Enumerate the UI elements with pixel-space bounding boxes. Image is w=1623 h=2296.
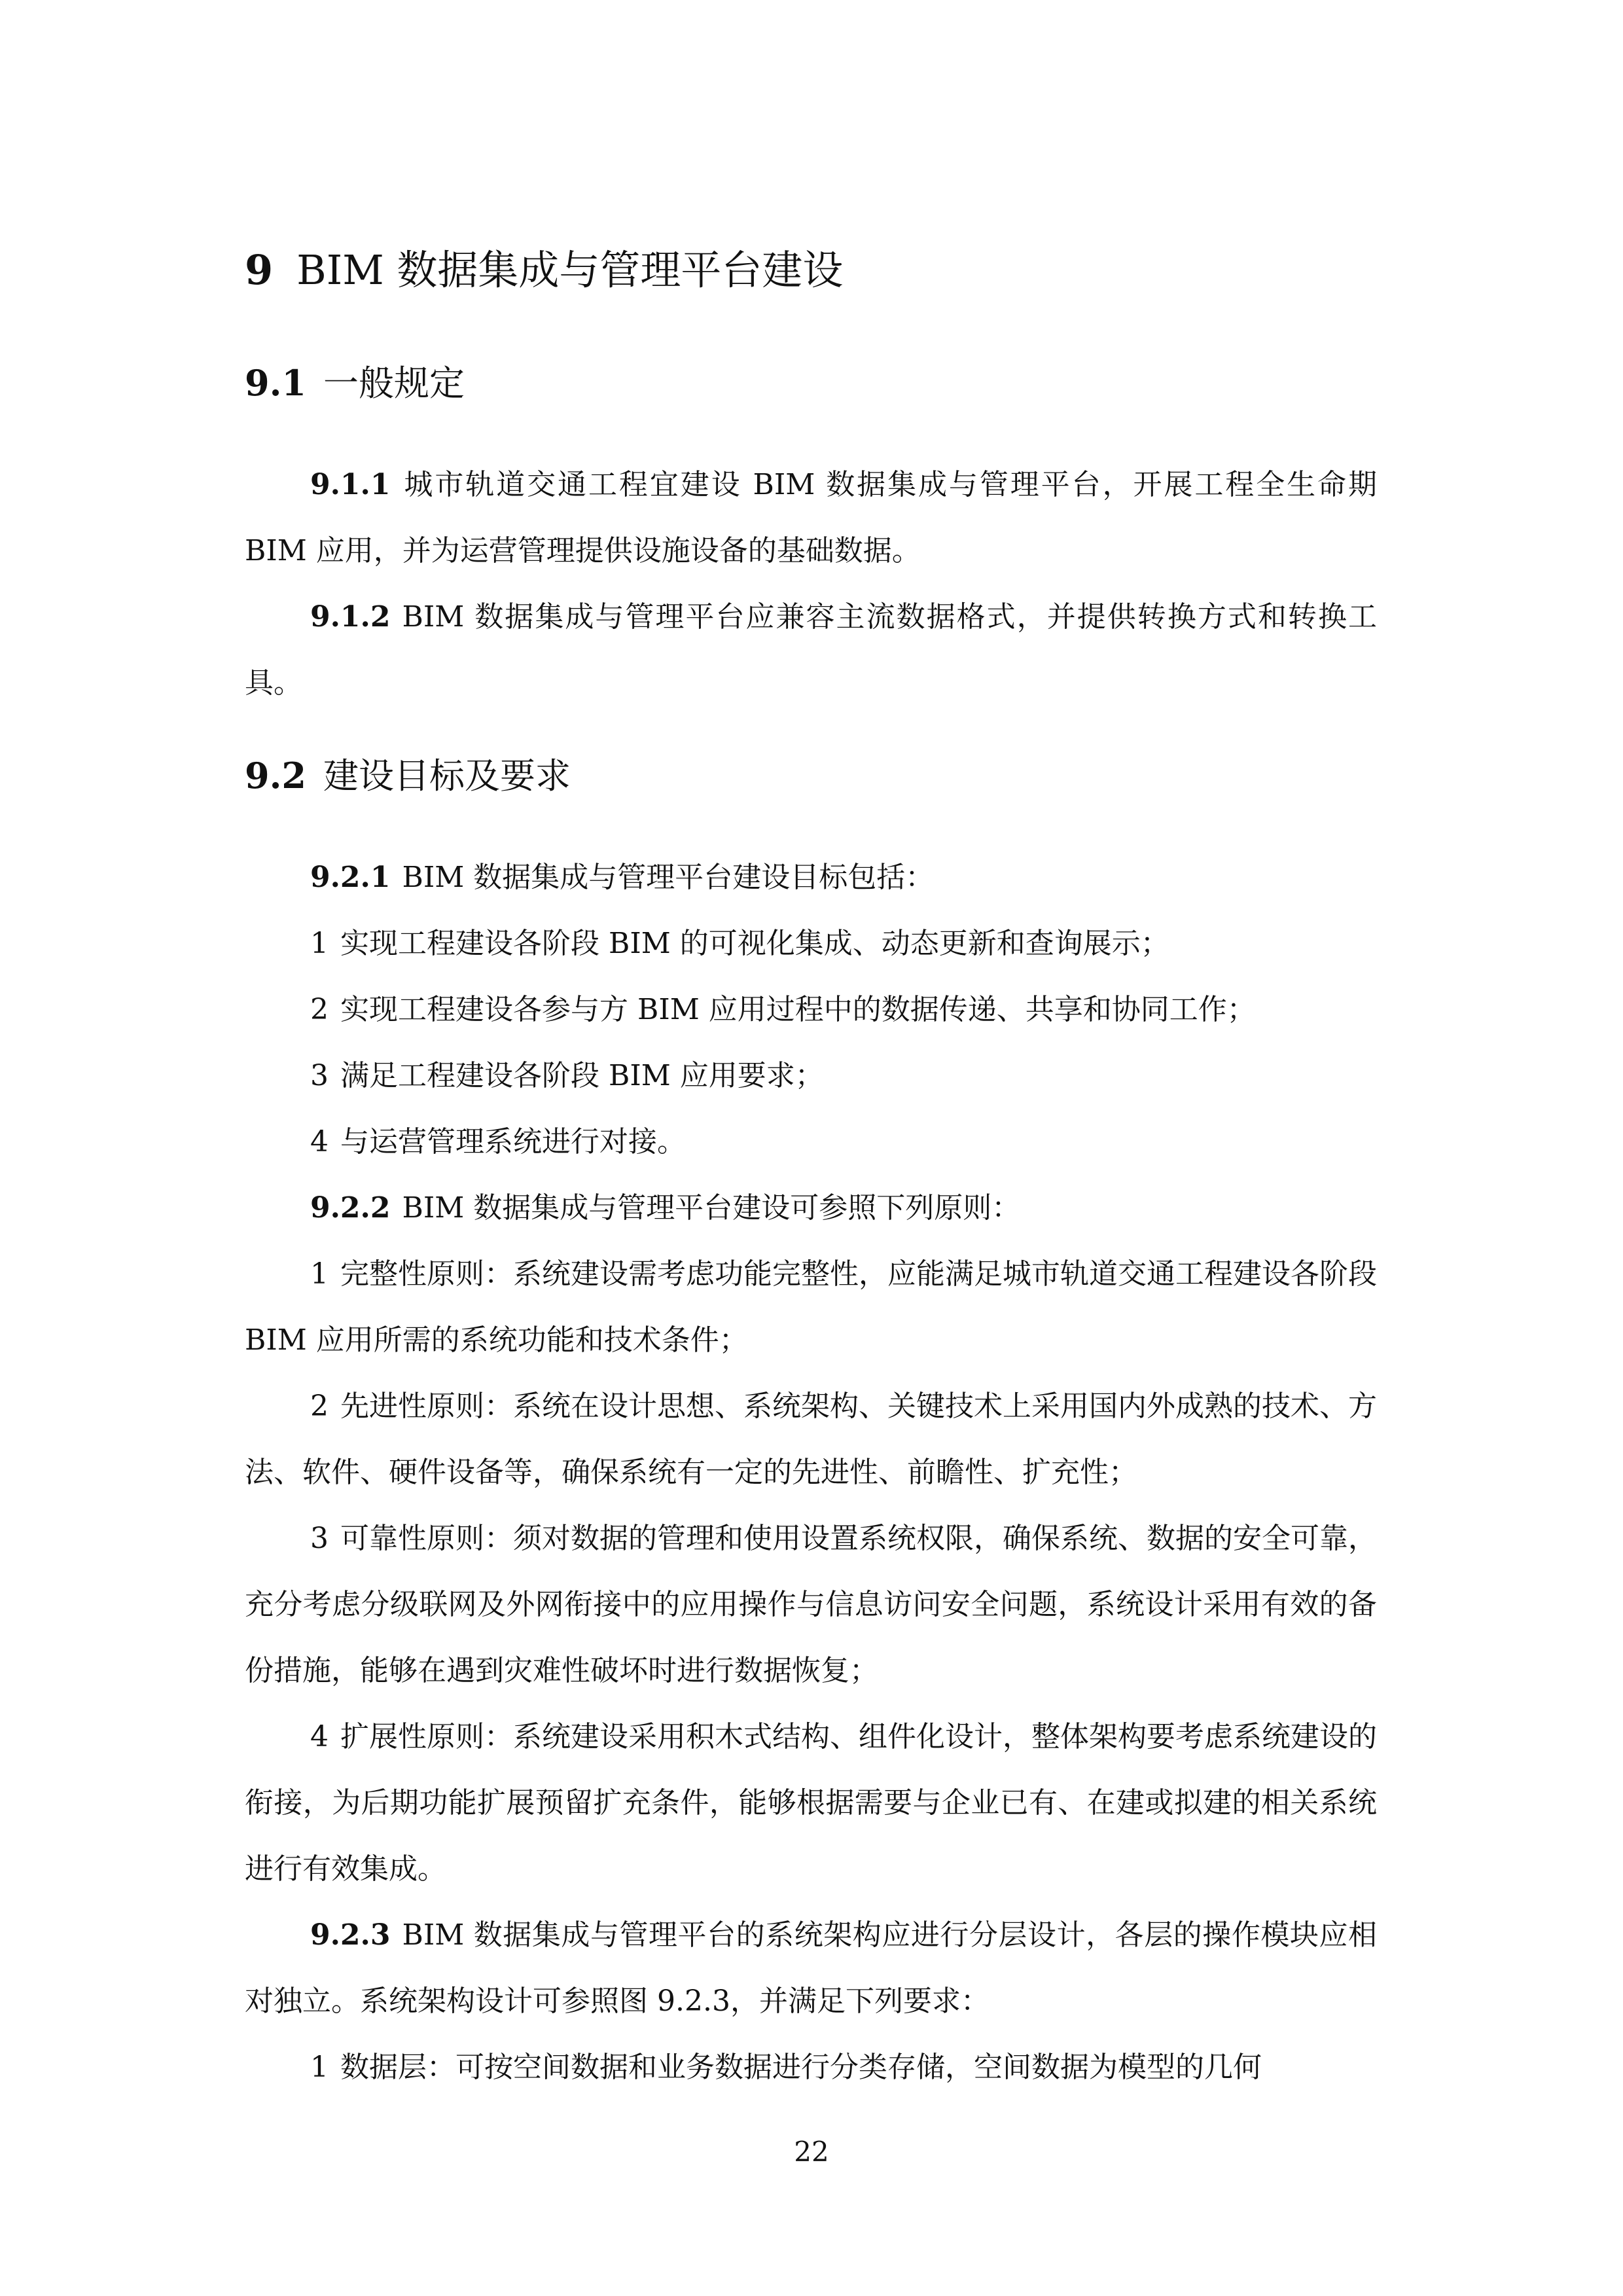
list-item xyxy=(245,910,1377,977)
section-title-text: 建设目标及要求 xyxy=(323,755,571,797)
chapter-title-text: BIM 数据集成与管理平台建设 xyxy=(296,246,844,294)
item-text: 与运营管理系统进行对接。 xyxy=(340,1125,686,1158)
chapter-heading xyxy=(245,241,1377,300)
item-index: 3 xyxy=(310,1522,329,1555)
list-item xyxy=(245,2034,1377,2100)
section-9-2-body xyxy=(245,844,1377,2100)
item-index: 4 xyxy=(310,1125,329,1158)
clause-9-1-2 xyxy=(245,584,1377,716)
item-index: 1 xyxy=(310,1257,329,1291)
clause-number: 9.1.1 xyxy=(310,468,391,501)
page-number: 22 xyxy=(794,2136,829,2168)
section-9-1-body xyxy=(245,452,1377,716)
item-index: 1 xyxy=(310,2051,329,2084)
list-item xyxy=(245,1373,1377,1505)
section-heading-9-1 xyxy=(245,357,1377,410)
section-number: 9.2 xyxy=(245,755,306,797)
item-text: 实现工程建设各阶段 BIM 的可视化集成、动态更新和查询展示； xyxy=(340,927,1169,960)
clause-text: 城市轨道交通工程宜建设 BIM 数据集成与管理平台，开展工程全生命期 BIM 应用，并为运营管理提供设施设备的基础数据。 xyxy=(245,468,1377,567)
list-item xyxy=(245,1505,1377,1704)
clause-number: 9.2.3 xyxy=(310,1918,391,1952)
item-index: 3 xyxy=(310,1059,329,1092)
item-text: 先进性原则：系统在设计思想、系统架构、关键技术上采用国内外成熟的技术、方法、软件、硬件设备等，确保系统有一定的先进性、前瞻性、扩充性； xyxy=(245,1390,1377,1489)
clause-number: 9.2.2 xyxy=(310,1191,391,1225)
clause-9-2-1 xyxy=(245,844,1377,910)
item-index: 1 xyxy=(310,927,329,960)
item-text: 数据层：可按空间数据和业务数据进行分类存储，空间数据为模型的几何 xyxy=(340,2051,1262,2084)
item-index: 4 xyxy=(310,1720,329,1753)
item-text: 扩展性原则：系统建设采用积木式结构、组件化设计，整体架构要考虑系统建设的衔接，为后期功能扩展预留扩充条件，能够根据需要与企业已有、在建或拟建的相关系统进行有效集成。 xyxy=(245,1720,1377,1886)
list-item xyxy=(245,977,1377,1043)
list-item xyxy=(245,1704,1377,1902)
item-index: 2 xyxy=(310,1390,329,1423)
section-number: 9.1 xyxy=(245,362,306,404)
list-item xyxy=(245,1043,1377,1109)
section-heading-9-2 xyxy=(245,749,1377,802)
section-title-text: 一般规定 xyxy=(323,363,465,404)
clause-9-1-1 xyxy=(245,452,1377,584)
item-text: 满足工程建设各阶段 BIM 应用要求； xyxy=(340,1059,824,1092)
clause-number: 9.2.1 xyxy=(310,861,391,894)
chapter-number: 9 xyxy=(245,246,274,294)
item-text: 实现工程建设各参与方 BIM 应用过程中的数据传递、共享和协同工作； xyxy=(340,993,1256,1026)
clause-text: BIM 数据集成与管理平台建设目标包括： xyxy=(402,861,935,894)
clause-9-2-2 xyxy=(245,1175,1377,1241)
clause-text: BIM 数据集成与管理平台应兼容主流数据格式，并提供转换方式和转换工具。 xyxy=(245,600,1377,700)
list-item xyxy=(245,1109,1377,1175)
item-text: 完整性原则：系统建设需考虑功能完整性，应能满足城市轨道交通工程建设各阶段 BIM 应用所需的系统功能和技术条件； xyxy=(245,1257,1377,1357)
clause-text: BIM 数据集成与管理平台建设可参照下列原则： xyxy=(402,1191,1021,1225)
item-index: 2 xyxy=(310,993,329,1026)
clause-number: 9.1.2 xyxy=(310,600,391,634)
clause-text: BIM 数据集成与管理平台的系统架构应进行分层设计，各层的操作模块应相对独立。系统架构设计可参照图 9.2.3，并满足下列要求： xyxy=(245,1918,1377,2018)
clause-9-2-3 xyxy=(245,1902,1377,2034)
item-text: 可靠性原则：须对数据的管理和使用设置系统权限，确保系统、数据的安全可靠，充分考虑分级联网及外网衔接中的应用操作与信息访问安全问题，系统设计采用有效的备份措施，能够在遇到灾难性破坏时进行数据恢复； xyxy=(245,1522,1377,1687)
list-item xyxy=(245,1241,1377,1373)
